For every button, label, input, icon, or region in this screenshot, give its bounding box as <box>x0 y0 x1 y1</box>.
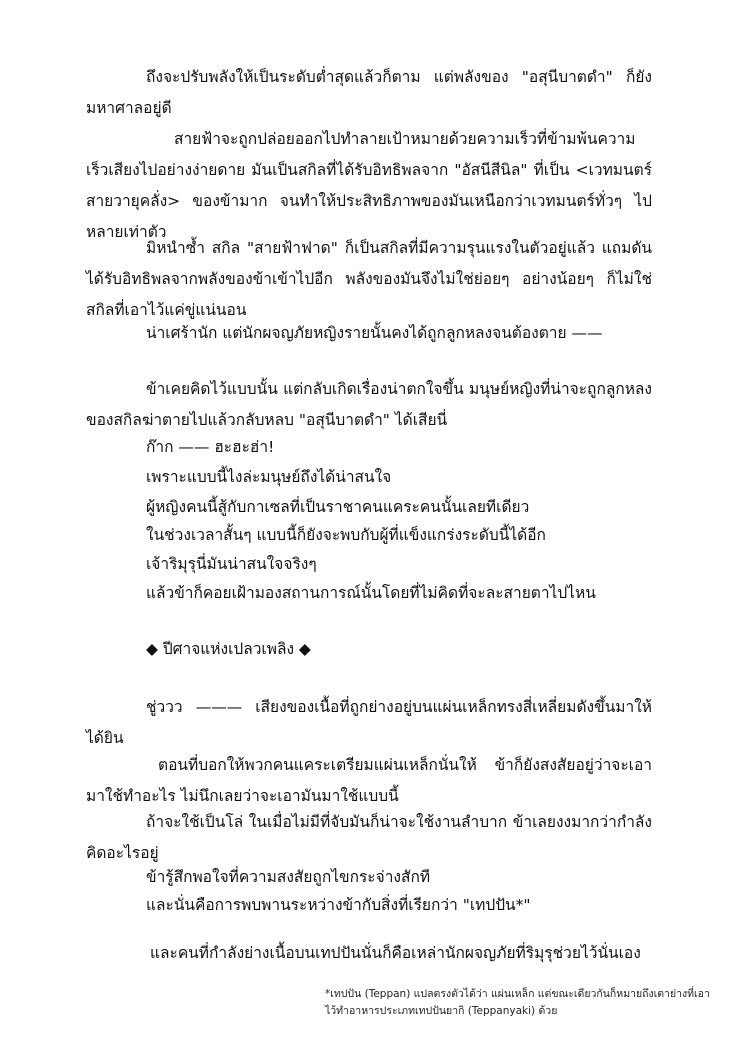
paragraph-5: ข้าเคยคิดไว้แบบนั้น แต่กลับเกิดเรื่องน่าตกใจขึ้น มนุษย์หญิงที่น่าจะถูกลูกหลงของสกิลฆ่าตายไปแล้วกลับหลบ "อสุนีบาตดำ" ได้เสียนี่ <box>86 380 652 429</box>
paragraph-1: ถึงจะปรับพลังให้เป็นระดับต่ำสุดแล้วก็ตาม แต่พลังของ "อสุนีบาตดำ" ก็ยังมหาศาลอยู่ดี <box>86 68 652 117</box>
paragraph-11: แล้วข้าก็คอยเฝ้ามองสถานการณ์นั้นโดยที่ไม่คิดที่จะละสายตาไปไหน <box>146 584 596 602</box>
paragraph-10: เจ้าริมุรุนี่มันน่าสนใจจริงๆ <box>146 555 317 573</box>
paragraph-7: เพราะแบบนี้ไงล่ะมนุษย์ถึงได้น่าสนใจ <box>146 468 392 486</box>
paragraph-4: น่าเศร้านัก แต่นักผจญภัยหญิงรายนั้นคงได้ถูกลูกหลงจนต้องตาย —— <box>146 324 603 342</box>
paragraph-8: ผู้หญิงคนนี้สู้กับกาเซลที่เป็นราชาคนแคระคนนั้นเลยทีเดียว <box>146 498 530 516</box>
paragraph-3: มิหนำซ้ำ สกิล "สายฟ้าฟาด" ก็เป็นสกิลที่มีความรุนแรงในตัวอยู่แล้ว แถมดันได้รับอิทธิพลจากพลังของข้าเข้าไปอีก พลังของมันจึงไม่ใช่ย่อยๆ อย่างน้อยๆ ก็ไม่ใช่สกิลที่เอาไว้แค่ขู่แน่นอน <box>86 239 652 319</box>
paragraph-6: ก๊าก —— ฮะฮะฮ่า! <box>146 438 275 456</box>
paragraph-16: และนั่นคือการพบพานระหว่างข้ากับสิ่งที่เรียกว่า "เทปปัน*" <box>146 896 531 914</box>
footnote: *เทปปัน (Teppan) แปลตรงตัวได้ว่า แผ่นเหล็ก แต่ขณะเดียวกันก็หมายถึงเตาย่างที่เอาไว้ทำอาหารประเภทเทปปันยากิ (Teppanyaki) ด้วย <box>325 988 710 1017</box>
paragraph-9: ในช่วงเวลาสั้นๆ แบบนี้ก็ยังจะพบกับผู้ที่แข็งแกร่งระดับนี้ได้อีก <box>146 526 546 544</box>
paragraph-15: ข้ารู้สึกพอใจที่ความสงสัยถูกไขกระจ่างสักที <box>146 868 431 886</box>
paragraph-17: และคนที่กำลังย่างเนื้อบนเทปปันนั่นก็คือเหล่านักผจญภัยที่ริมุรุช่วยไว้นั่นเอง <box>150 944 641 962</box>
paragraph-2: สายฟ้าจะถูกปล่อยออกไปทำลายเป้าหมายด้วยความเร็วที่ข้ามพ้นความ เร็วเสียงไปอย่างง่ายดาย มันเป็นสกิลที่ได้รับอิทธิพลจาก "อัสนีสีนิล" ที่เป็น <เวทมนตร์สายวายุคลั่ง> ของข้ามาก จนทำให้ประสิทธิภาพของมันเหนือกว่าเวทมนตร์ทั่วๆ ไปหลายเท่าตัว <box>86 130 652 241</box>
paragraph-13: ตอนที่บอกให้พวกคนแคระเตรียมแผ่นเหล็กนั่นให้ ข้าก็ยังสงสัยอยู่ว่าจะเอามาใช้ทำอะไร ไม่นึกเลยว่าจะเอามันมาใช้แบบนี้ <box>86 756 652 805</box>
paragraph-14: ถ้าจะใช้เป็นโล่ ในเมื่อไม่มีที่จับมันก็น่าจะใช้งานลำบาก ข้าเลยงงมากว่ากำลังคิดอะไรอยู่ <box>86 813 652 862</box>
paragraph-12: ชู่ววว ——— เสียงของเนื้อที่ถูกย่างอยู่บนแผ่นเหล็กทรงสี่เหลี่ยมดังขึ้นมาให้ได้ยิน <box>86 698 652 747</box>
section-heading: ◆ ปีศาจแห่งเปลวเพลิง ◆ <box>146 640 311 658</box>
